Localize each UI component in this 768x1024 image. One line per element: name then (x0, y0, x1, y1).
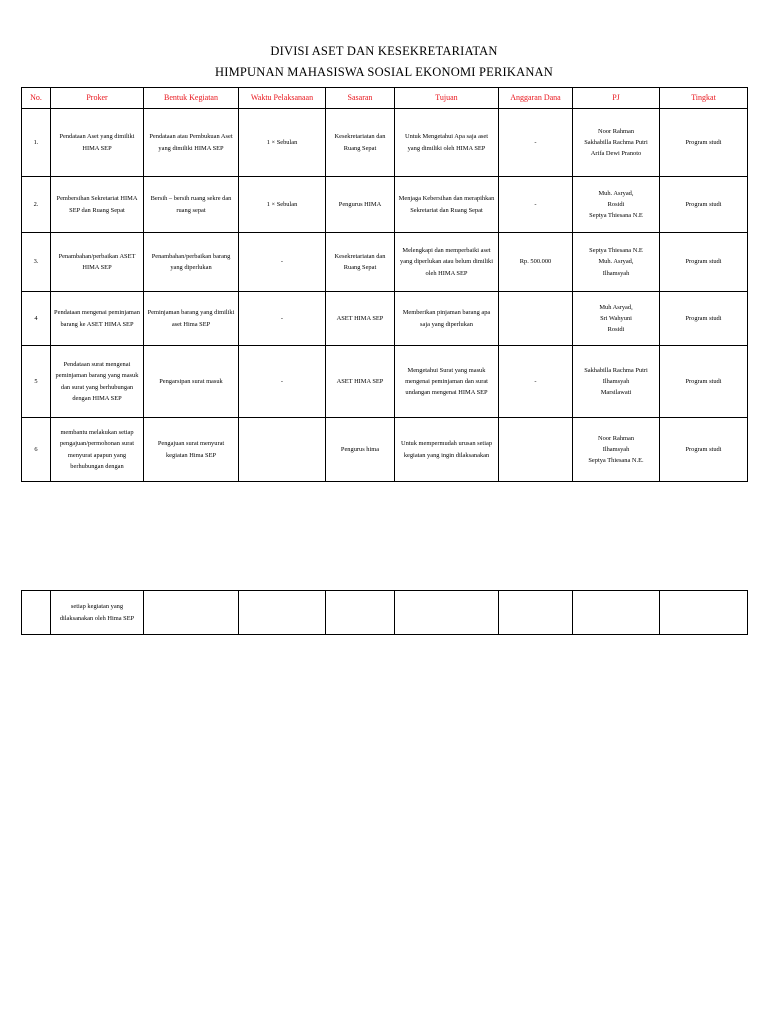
pj-name: Rosidi (607, 200, 625, 208)
cell-sasaran: Kesekretariatan dan Ruang Sepat (326, 233, 395, 292)
cell-no: 5 (22, 346, 51, 418)
cell-sasaran: Pengurus HIMA (326, 177, 395, 233)
cell-pj (573, 292, 660, 346)
cell-sasaran (326, 591, 395, 635)
pj-name: Muh Asryad, (599, 303, 633, 311)
cell-bentuk: Bersih – bersih ruang sekre dan ruang sepat (144, 177, 239, 233)
cell-sasaran: Kesekretariatan dan Ruang Sepat (326, 109, 395, 177)
cell-sasaran: Pengurus hima (326, 418, 395, 482)
pj-name: Muh. Asryad, (598, 189, 634, 197)
pj-name: Ilhamsyah (602, 377, 630, 385)
cell-no (22, 591, 51, 635)
cell-sasaran: ASET HIMA SEP (326, 292, 395, 346)
header-pj: PJ (573, 88, 660, 109)
pj-name: Noor Rahman (597, 127, 635, 135)
cell-no: 2. (22, 177, 51, 233)
pj-name: Septya Thiesana N.E (589, 247, 643, 255)
cell-proker: Pendataan mengenai peminjaman barang ke ASET HIMA SEP (51, 292, 144, 346)
table-row (22, 233, 748, 292)
cell-tingkat: Program studi (660, 292, 748, 346)
table-row (22, 177, 748, 233)
cell-bentuk: Pendataan atau Pembukuan Aset yang dimiliki HIMA SEP (144, 109, 239, 177)
cell-no: 3. (22, 233, 51, 292)
pj-name: Sakhabilla Rachma Putri (584, 366, 648, 374)
page-title: DIVISI ASET DAN KESEKRETARIATAN (270, 44, 498, 58)
header-waktu-pelaksanaan: Waktu Pelaksanaan (239, 88, 326, 109)
cell-waktu: - (239, 233, 326, 292)
table-row (22, 292, 748, 346)
cell-proker: Penambahan/perbaikan ASET HIMA SEP (51, 233, 144, 292)
cell-pj (573, 177, 660, 233)
header-tingkat: Tingkat (660, 88, 748, 109)
cell-pj (573, 418, 660, 482)
pj-name: Septya Thiesana N.E (589, 212, 643, 220)
program-table (21, 87, 748, 482)
header-anggaran-dana: Anggaran Dana (499, 88, 573, 109)
header-bentuk-kegiatan: Bentuk Kegiatan (144, 88, 239, 109)
cell-tujuan: Untuk Mengetahui Apa saja aset yang dimiliki oleh HIMA SEP (395, 109, 499, 177)
cell-waktu: - (239, 346, 326, 418)
cell-waktu: - (239, 292, 326, 346)
cell-no: 4 (22, 292, 51, 346)
cell-tujuan: Memberikan pinjaman barang apa saja yang diperlukan (395, 292, 499, 346)
cell-bentuk: Pengarsipan surat masuk (144, 346, 239, 418)
cell-tujuan: Untuk mempermudah urusan setiap kegiatan yang ingin dilaksanakan (395, 418, 499, 482)
header-no: No. (22, 88, 51, 109)
cell-pj (573, 591, 660, 635)
pj-name: Ilhamsyah (602, 445, 630, 453)
cell-tingkat: Program studi (660, 233, 748, 292)
cell-tujuan (395, 591, 499, 635)
header-proker: Proker (51, 88, 144, 109)
cell-bentuk: Peminjaman barang yang dimiliki aset Hima SEP (144, 292, 239, 346)
cell-waktu: 1 × Sebulan (239, 109, 326, 177)
cell-anggaran: Rp. 500.000 (499, 233, 573, 292)
cell-tingkat: Program studi (660, 109, 748, 177)
cell-proker: Pendataan surat mengenai peminjaman barang yang masuk dan surat yang berhubungan dengan HIMA SEP (51, 346, 144, 418)
cell-anggaran (499, 591, 573, 635)
pj-name: Sakhabilla Rachma Putri (584, 138, 648, 146)
cell-proker: membantu melakukan setiap pengajuan/permohonan surat menyurat apapun yang berhubungan dengan (51, 418, 144, 482)
cell-tujuan: Menjaga Kebersihan dan merapihkan Sekretariat dan Ruang Sepat (395, 177, 499, 233)
cell-waktu (239, 418, 326, 482)
cell-no: 1. (22, 109, 51, 177)
cell-proker: setiap kegiatan yang dilaksanakan oleh Hima SEP (51, 591, 144, 635)
cell-proker: Pendataan Aset yang dimiliki HIMA SEP (51, 109, 144, 177)
cell-anggaran (499, 418, 573, 482)
continuation-table (21, 590, 748, 635)
cell-sasaran: ASET HIMA SEP (326, 346, 395, 418)
cell-tingkat: Program studi (660, 177, 748, 233)
cell-tingkat: Program studi (660, 418, 748, 482)
cell-anggaran: - (499, 177, 573, 233)
cell-tujuan: Mengetahui Surat yang masuk mengenai peminjaman dan surat undangan mengenai HIMA SEP (395, 346, 499, 418)
cell-tujuan: Melengkapi dan memperbaiki aset yang diperlukan atau belum dimiliki oleh HIMA SEP (395, 233, 499, 292)
table-row (22, 591, 748, 635)
pj-name: Arifa Dewi Pranoto (590, 150, 642, 158)
cell-proker: Pembersihan Sekretariat HIMA SEP dan Ruang Sepat (51, 177, 144, 233)
header-tujuan: Tujuan (395, 88, 499, 109)
cell-bentuk: Penambahan/perbaikan barang yang diperlukan (144, 233, 239, 292)
cell-tingkat (660, 591, 748, 635)
table-row (22, 346, 748, 418)
header-sasaran: Sasaran (326, 88, 395, 109)
cell-anggaran: - (499, 109, 573, 177)
cell-anggaran (499, 292, 573, 346)
cell-tingkat: Program studi (660, 346, 748, 418)
pj-name: Ilhamsyah (602, 269, 630, 277)
cell-anggaran: - (499, 346, 573, 418)
pj-name: Muh. Asryad, (598, 258, 634, 266)
table-header-row (22, 88, 748, 109)
pj-name: Marsilawati (600, 389, 632, 397)
cell-pj (573, 346, 660, 418)
page-subtitle: HIMPUNAN MAHASISWA SOSIAL EKONOMI PERIKANAN (214, 65, 553, 79)
pj-name: Septya Thiesana N.E. (588, 457, 644, 465)
cell-waktu (239, 591, 326, 635)
cell-no: 6 (22, 418, 51, 482)
cell-bentuk (144, 591, 239, 635)
pj-name: Rosidi (607, 326, 625, 334)
cell-waktu: 1 × Sebulan (239, 177, 326, 233)
cell-pj (573, 233, 660, 292)
pj-name: Noor Rahman (597, 434, 635, 442)
cell-bentuk: Pengajuan surat menyurat kegiatan Hima SEP (144, 418, 239, 482)
table-row (22, 109, 748, 177)
cell-pj (573, 109, 660, 177)
pj-name: Sri Wahyuni (600, 314, 632, 322)
table-row (22, 418, 748, 482)
